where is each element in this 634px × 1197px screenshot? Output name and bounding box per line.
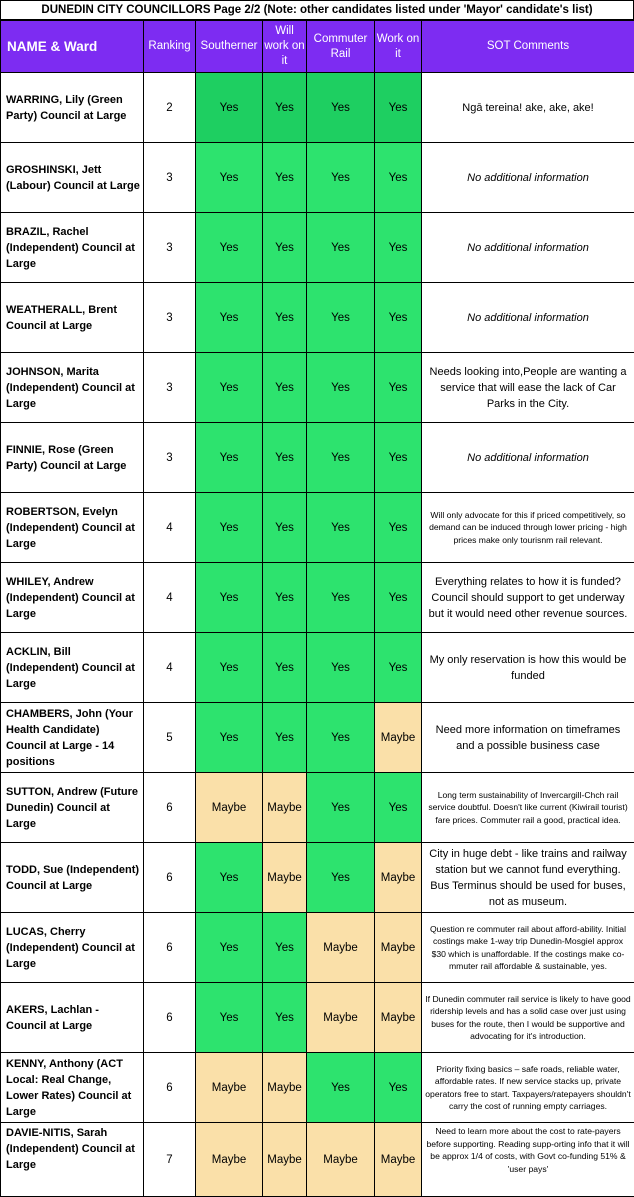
sot-comments-header: SOT Comments: [422, 21, 634, 73]
candidate-name: WEATHERALL, Brent Council at Large: [1, 283, 144, 353]
ranking-header: Ranking: [144, 21, 196, 73]
southerner-cell: Yes: [196, 633, 263, 703]
ranking-cell: 7: [144, 1123, 196, 1197]
ranking-cell: 6: [144, 843, 196, 913]
table-row: [1, 1123, 634, 1197]
southerner-cell: Yes: [196, 423, 263, 493]
sot-comment-cell: Need more information on timeframes and a possible business case: [422, 703, 634, 773]
table-row: [1, 913, 634, 983]
commuter-work-cell: Maybe: [375, 1123, 422, 1197]
commuter-work-cell: Maybe: [375, 703, 422, 773]
southerner-cell: Yes: [196, 703, 263, 773]
commuter-rail-header: Commuter Rail: [307, 21, 375, 73]
southerner-cell: Yes: [196, 913, 263, 983]
commuter-work-cell: Yes: [375, 633, 422, 703]
southerner-cell: Maybe: [196, 1053, 263, 1123]
commuter-cell: Yes: [307, 843, 375, 913]
table-row: [1, 633, 634, 703]
southerner-cell: Yes: [196, 73, 263, 143]
commuter-work-cell: Yes: [375, 773, 422, 843]
sot-comment-cell: Everything relates to how it is funded? Council should support to get underway but it would need other revenue sources.: [422, 563, 634, 633]
sot-comment-cell: Ngā tereina! ake, ake, ake!: [422, 73, 634, 143]
table-row: [1, 843, 634, 913]
commuter-cell: Yes: [307, 143, 375, 213]
commuter-work-cell: Yes: [375, 213, 422, 283]
candidate-name: JOHNSON, Marita (Independent) Council at Large: [1, 353, 144, 423]
commuter-cell: Yes: [307, 703, 375, 773]
candidate-name: ACKLIN, Bill (Independent) Council at Large: [1, 633, 144, 703]
southerner-work-cell: Yes: [263, 563, 307, 633]
sot-comment-cell: No additional information: [422, 143, 634, 213]
ranking-cell: 3: [144, 213, 196, 283]
candidate-name: TODD, Sue (Independent) Council at Large: [1, 843, 144, 913]
table-body: [1, 73, 634, 1197]
ranking-cell: 3: [144, 283, 196, 353]
commuter-cell: Yes: [307, 493, 375, 563]
southerner-cell: Maybe: [196, 773, 263, 843]
commuter-work-cell: Maybe: [375, 843, 422, 913]
sot-comment-cell: My only reservation is how this would be funded: [422, 633, 634, 703]
southerner-cell: Yes: [196, 143, 263, 213]
ranking-cell: 6: [144, 913, 196, 983]
table-row: [1, 703, 634, 773]
southerner-work-cell: Maybe: [263, 1053, 307, 1123]
candidate-name: SUTTON, Andrew (Future Dunedin) Council at Large: [1, 773, 144, 843]
southerner-cell: Yes: [196, 493, 263, 563]
commuter-cell: Maybe: [307, 983, 375, 1053]
commuter-cell: Yes: [307, 283, 375, 353]
sot-comment-cell: Long term sustainability of Invercargill-Chch rail service doubtful. Doesn't like current (Kiwirail tourist) fare prices. Commuter rail a good, practical idea.: [422, 773, 634, 843]
sot-comment-cell: Needs looking into,People are wanting a service that will ease the lack of Car Parks in the City.: [422, 353, 634, 423]
sot-comment-cell: Will only advocate for this if priced competitively, so demand can be induced through lower pricing - high prices make only tourisnm rail relevant.: [422, 493, 634, 563]
sot-comment-cell: No additional information: [422, 213, 634, 283]
table-row: [1, 143, 634, 213]
commuter-cell: Yes: [307, 213, 375, 283]
ranking-cell: 3: [144, 353, 196, 423]
candidate-name: CHAMBERS, John (Your Health Candidate) Council at Large - 14 positions: [1, 703, 144, 773]
commuter-cell: Yes: [307, 353, 375, 423]
table-row: [1, 983, 634, 1053]
southerner-work-cell: Maybe: [263, 773, 307, 843]
candidate-name: WARRING, Lily (Green Party) Council at Large: [1, 73, 144, 143]
ranking-cell: 4: [144, 493, 196, 563]
candidate-name: LUCAS, Cherry (Independent) Council at Large: [1, 913, 144, 983]
southerner-work-cell: Yes: [263, 703, 307, 773]
candidates-table: [0, 20, 634, 1197]
ranking-cell: 3: [144, 143, 196, 213]
commuter-cell: Yes: [307, 773, 375, 843]
ranking-cell: 6: [144, 983, 196, 1053]
sot-comment-cell: No additional information: [422, 283, 634, 353]
southerner-work-cell: Maybe: [263, 1123, 307, 1197]
commuter-work-cell: Yes: [375, 353, 422, 423]
southerner-cell: Maybe: [196, 1123, 263, 1197]
sot-comment-cell: City in huge debt - like trains and railway station but we cannot fund everything. Bus Terminus should be used for buses, not as museum.: [422, 843, 634, 913]
southerner-work-cell: Yes: [263, 913, 307, 983]
southerner-cell: Yes: [196, 353, 263, 423]
page-title: DUNEDIN CITY COUNCILLORS Page 2/2 (Note: other candidates listed under 'Mayor' candidate's list): [0, 0, 634, 20]
ranking-cell: 3: [144, 423, 196, 493]
table-row: [1, 1053, 634, 1123]
southerner-work-cell: Yes: [263, 493, 307, 563]
table-row: [1, 73, 634, 143]
table-row: [1, 353, 634, 423]
table-row: [1, 283, 634, 353]
southerner-work-cell: Maybe: [263, 843, 307, 913]
commuter-work-cell: Maybe: [375, 983, 422, 1053]
commuter-cell: Yes: [307, 73, 375, 143]
southerner-cell: Yes: [196, 563, 263, 633]
commuter-work-cell: Yes: [375, 143, 422, 213]
sot-comment-cell: Need to learn more about the cost to rate-payers before supporting. Reading supp-orting info that it will be approx 1/4 of costs, with Govt co-funding 51% & 'user pays': [422, 1123, 634, 1197]
southerner-cell: Yes: [196, 843, 263, 913]
candidate-name: DAVIE-NITIS, Sarah (Independent) Council at Large: [1, 1123, 144, 1197]
commuter-work-cell: Yes: [375, 563, 422, 633]
candidate-name: GROSHINSKI, Jett (Labour) Council at Large: [1, 143, 144, 213]
commuter-work-cell: Yes: [375, 73, 422, 143]
commuter-work-cell: Yes: [375, 493, 422, 563]
southerner-work-cell: Yes: [263, 73, 307, 143]
ranking-cell: 6: [144, 773, 196, 843]
ranking-cell: 2: [144, 73, 196, 143]
commuter-cell: Maybe: [307, 1123, 375, 1197]
table-row: [1, 563, 634, 633]
candidate-name: ROBERTSON, Evelyn (Independent) Council at Large: [1, 493, 144, 563]
southerner-work-cell: Yes: [263, 423, 307, 493]
header-row: [1, 21, 634, 73]
table-row: [1, 423, 634, 493]
southerner-work-header: Will work on it: [263, 21, 307, 73]
southerner-work-cell: Yes: [263, 143, 307, 213]
table-row: [1, 213, 634, 283]
ranking-cell: 4: [144, 633, 196, 703]
commuter-cell: Yes: [307, 563, 375, 633]
commuter-work-cell: Yes: [375, 423, 422, 493]
commuter-work-header: Work on it: [375, 21, 422, 73]
southerner-work-cell: Yes: [263, 983, 307, 1053]
southerner-work-cell: Yes: [263, 213, 307, 283]
table-row: [1, 773, 634, 843]
southerner-header: Southerner: [196, 21, 263, 73]
commuter-cell: Maybe: [307, 913, 375, 983]
sot-comment-cell: Priority fixing basics – safe roads, reliable water, affordable rates. If new service stacks up, private operators free to start. Taxpayers/ratepayers shouldn't carry the cost of running empty carriages.: [422, 1053, 634, 1123]
commuter-cell: Yes: [307, 1053, 375, 1123]
candidate-name: KENNY, Anthony (ACT Local: Real Change, Lower Rates) Council at Large: [1, 1053, 144, 1123]
southerner-work-cell: Yes: [263, 283, 307, 353]
sot-comment-cell: No additional information: [422, 423, 634, 493]
commuter-work-cell: Yes: [375, 1053, 422, 1123]
ranking-cell: 6: [144, 1053, 196, 1123]
sot-comment-cell: If Dunedin commuter rail service is likely to have good ridership levels and has a solid case over just using buses for the route, then I would be supportive and advocating for it's introduction.: [422, 983, 634, 1053]
candidate-name: BRAZIL, Rachel (Independent) Council at Large: [1, 213, 144, 283]
southerner-work-cell: Yes: [263, 633, 307, 703]
candidate-name: WHILEY, Andrew (Independent) Council at Large: [1, 563, 144, 633]
sot-comment-cell: Question re commuter rail about afford-ability. Initial costings make 1-way trip Dunedin-Mosgiel approx $30 which is unaffordable. If the costings make co-mmuter rail affordable & sustainable, yes.: [422, 913, 634, 983]
commuter-cell: Yes: [307, 423, 375, 493]
commuter-cell: Yes: [307, 633, 375, 703]
commuter-work-cell: Yes: [375, 283, 422, 353]
ranking-cell: 4: [144, 563, 196, 633]
candidate-name: FINNIE, Rose (Green Party) Council at Large: [1, 423, 144, 493]
southerner-cell: Yes: [196, 983, 263, 1053]
table-row: [1, 493, 634, 563]
southerner-cell: Yes: [196, 213, 263, 283]
commuter-work-cell: Maybe: [375, 913, 422, 983]
southerner-work-cell: Yes: [263, 353, 307, 423]
ranking-cell: 5: [144, 703, 196, 773]
candidate-name: AKERS, Lachlan - Council at Large: [1, 983, 144, 1053]
southerner-cell: Yes: [196, 283, 263, 353]
name-ward-header: NAME & Ward: [1, 21, 144, 73]
